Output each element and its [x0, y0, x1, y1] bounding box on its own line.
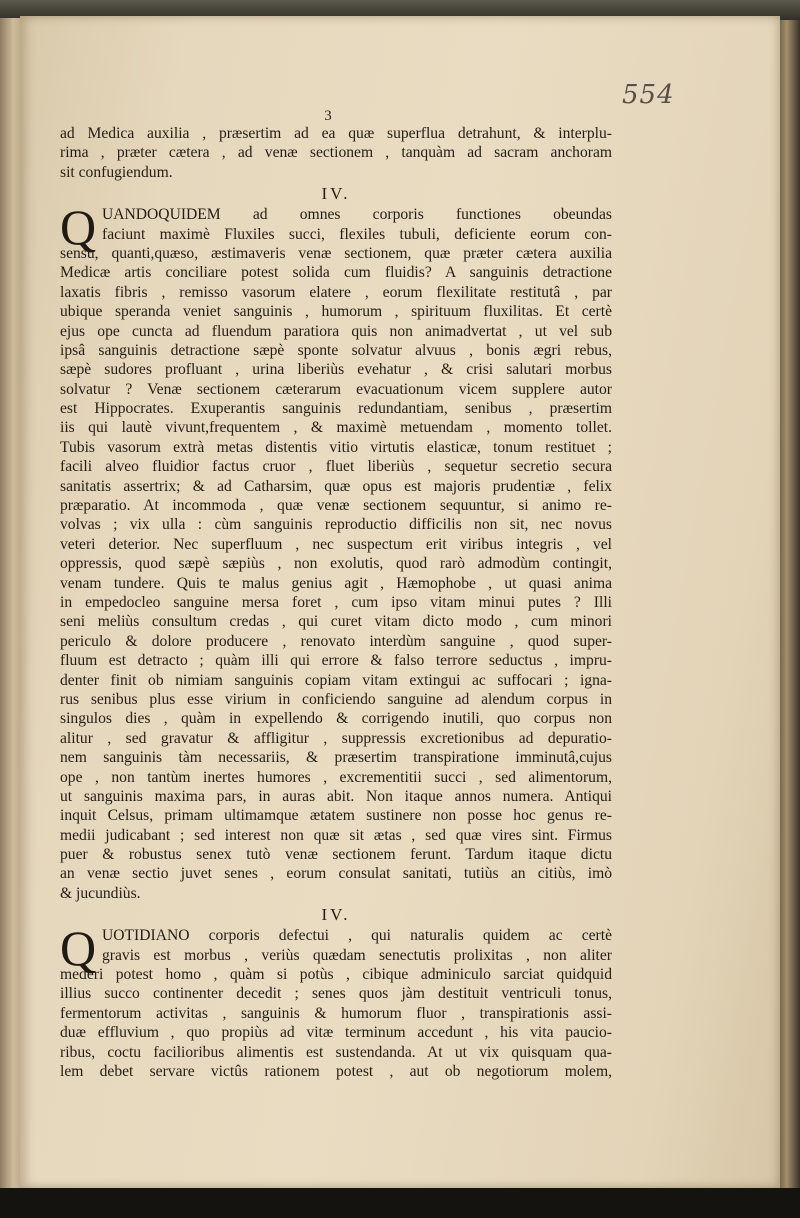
text-line: alitur , sed gravatur & affligitur , suppressis excretionibus ad depuratio- [60, 729, 612, 747]
drop-cap: Q [60, 199, 97, 256]
scan-bottom-background [0, 1188, 800, 1218]
text-line: ribus, coctu facilioribus alimentis est sustendanda. At ut vix quisquam qua- [60, 1043, 612, 1061]
text-line: ubique speranda veniet sanguinis , humorum , spirituum fluxilitas. Et certè [60, 303, 612, 321]
text-line: in empedocleo sanguine mersa foret , cum ipso vitam minui putes ? Illi [60, 593, 612, 611]
text-line: puer & robustus senex tutò venæ sectionem ferunt. Tardum itaque dictu [60, 846, 612, 864]
text-line: iis qui lautè vivunt,frequentem , & maximè metuendam , momento tollet. [60, 419, 612, 437]
text-line: an venæ sectio juvet senes , eorum consulat sanitati, tutiùs an citiùs, imò [60, 865, 612, 883]
text-line: Tubis vasorum extrà metas distentis vitio virtutis elasticæ, tonum restituet ; [60, 438, 612, 456]
text-line: ad Medica auxilia , præsertim ad ea quæ superflua detrahunt, & interplu- [60, 125, 612, 142]
text-line: Medicæ artis conciliare potest solida cum fluidis? A sanguinis detractione [60, 264, 612, 282]
text-line: sæpè sudores profluant , urina liberiùs evehatur , & crisi salutari morbus [60, 361, 612, 379]
text-line: solvatur ? Venæ sectionem cæterarum evacuationum vicem supplere autor [60, 380, 612, 398]
signature-mark: 3 [324, 108, 332, 124]
text-line: nem sanguinis tàm necessariis, & præsertim transpiratione imminutâ,cujus [60, 749, 612, 767]
text-line: lem debet servare victûs rationem potest , aut ob negotiorum molem, [60, 1062, 612, 1080]
text-line: UANDOQUIDEM ad omnes corporis functiones obeundas [102, 206, 612, 224]
text-line: ope , non tantùm inertes humores , excrementitii succi , sed alimentorum, [60, 768, 612, 786]
text-line: veteri deterior. Nec superfluum , nec suspectum erit viribus integris , vel [60, 535, 612, 553]
text-line: rima , præter cætera , ad venæ sectionem , tanquàm ad sacram anchoram [60, 144, 612, 162]
text-line: singulos dies , quàm in expellendo & corrigendo inutili, quo corpus non [60, 710, 612, 728]
text-line: laxatis fibris , remisso vasorum elatere , eorum flexilitate restitutâ , par [60, 283, 612, 301]
text-line: sanitatis assertrix; & ad Catharsim, quæ opus est majoris prudentiæ , felix [60, 477, 612, 495]
text-line: denter finit ob nimiam sanguinis copiam vitam extingui ac suffocari ; igna- [60, 671, 612, 689]
section-heading: IV. [321, 905, 351, 925]
text-line: faciunt maximè Fluxiles succi, flexiles tubuli, deficiente eorum con- [102, 225, 612, 243]
text-line: gravis est morbus , veriùs quædam senectutis prolixitas , non aliter [102, 946, 612, 964]
text-line: fluum est detracto ; quàm illi qui errore & falso terrore seductus , impru- [60, 652, 612, 670]
page-stack-edge [778, 20, 800, 1190]
text-line: medii judicabant ; sed interest non quæ sit ætas , sed quæ vires sint. Firmus [60, 826, 612, 844]
text-line: venam tundere. Quis te malus genius agit , Hæmophobe , ut quasi anima [60, 574, 612, 592]
body-text [60, 124, 612, 1081]
text-line: inquit Celsus, primam ultimamque ætatem sustinere non posse hoc genus re- [60, 807, 612, 825]
paragraph-continued [60, 124, 612, 182]
text-line: illius succo continenter decedit ; senes quos jàm destituit ventriculi tonus, [60, 985, 612, 1003]
text-line: rus senibus plus esse virium in conficiendo sanguine ad alendum corpus in [60, 690, 612, 708]
text-line: seni meliùs consultum credas , qui curet vitam dicto modo , cum minori [60, 613, 612, 631]
text-line: periculo & dolore producere , renovato interdùm sanguine , quod super- [60, 632, 612, 650]
text-line: ut sanguinis maxima pars, in auras abit. Non itaque annos numera. Antiqui [60, 787, 612, 805]
text-line: mederi potest homo , quàm si potùs , cibique adminiculo sarciat quidquid [60, 966, 612, 984]
text-line: oppressis, quod sæpè sæpiùs , non exolutis, quod rarò admodùm contingit, [60, 555, 612, 573]
drop-cap: Q [60, 920, 97, 977]
text-line: ipsâ sanguinis detractione sæpè sponte solvatur alvuus , bonis ægri rebus, [60, 341, 612, 359]
text-line: UOTIDIANO corporis defectui , qui naturalis quidem ac certè [102, 927, 612, 945]
section-heading: IV. [321, 184, 351, 204]
paragraph-2 [60, 920, 612, 1081]
text-line: præparatio. At incommoda , quæ venæ sectionem sequuntur, si animo re- [60, 497, 612, 515]
text-line: est Hippocrates. Exuperantis sanguinis redundantiam, senibus , præsertim [60, 400, 612, 418]
text-line: sit confugiendum. [60, 163, 173, 181]
text-line: & jucundiùs. [60, 884, 141, 902]
text-line: fermentorum activitas , sanguinis & humorum fluor , transpirationis assi- [60, 1004, 612, 1022]
text-line: facili alveo fluidior factus cruor , fluet liberiùs , sequetur secretio secura [60, 458, 612, 476]
text-line: duæ effluvium , quo propiùs ad vitæ terminum accedunt , his vita paucio- [60, 1024, 612, 1042]
paragraph-1 [60, 199, 612, 903]
page-number: 554 [622, 80, 675, 110]
text-line: ejus ope cuncta ad fluendum paratiora quis non animadvertat , ut vel sub [60, 322, 612, 340]
text-line: volvas ; vix ulla : cùm sanguinis reproductio difficilis non sit, nec novus [60, 516, 612, 534]
text-line: sensu, quanti,quæso, æstimaveris venæ sectionem, quæ præter cætera auxilia [60, 244, 612, 262]
